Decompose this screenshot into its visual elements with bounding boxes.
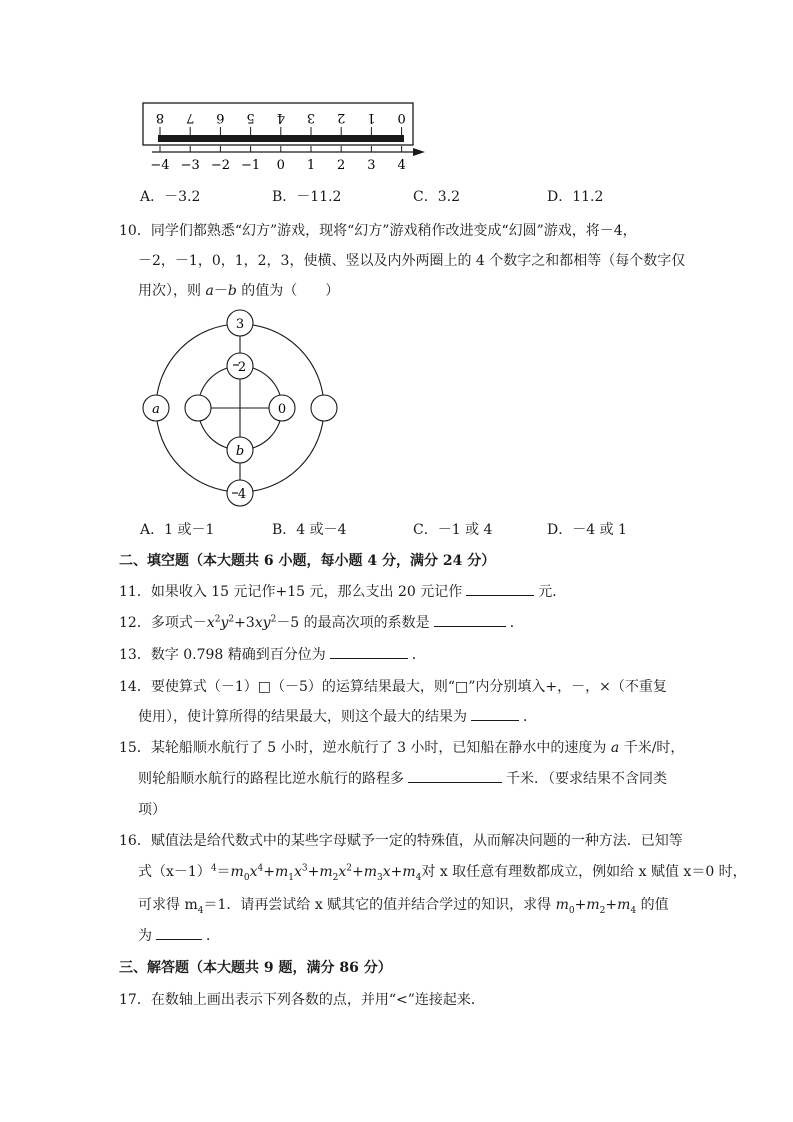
section-3-heading: 三、解答题（本大题共 9 题，满分 86 分） [119, 960, 392, 976]
node-top-outer-label: 3 [235, 317, 245, 332]
node-left-inner [185, 395, 211, 421]
axis-tick-label: −4 [150, 158, 170, 173]
q14-blank[interactable] [471, 706, 519, 721]
ruler-digit: 3 [306, 110, 316, 125]
q13-line: 13．数字 0.798 精确到百分位为 ． [119, 644, 426, 664]
q9-option-c[interactable]: C．3.2 [413, 189, 460, 205]
node-top-inner-label: 2 [237, 360, 247, 375]
q10-line-3: 用次），则 a－b 的值为（ ） [138, 283, 340, 299]
q13-blank[interactable] [330, 644, 408, 659]
axis-tick-label: 4 [397, 158, 406, 173]
ruler-bar [158, 135, 404, 142]
axis-tick-label: −3 [180, 158, 200, 173]
ruler-digit: 5 [246, 110, 255, 125]
q12-line: 12．多项式$-x^2y^2+3xy^2-5$ 的最高次项的系数是 ． [119, 612, 524, 632]
ruler-digit: 7 [186, 110, 195, 125]
q16-line-3: 可求得 $m_4=1$．请再尝试给 x 赋其它的值并结合学过的知识，求得 $m_0+m_2+m_4$ 的值 [138, 897, 669, 916]
q16-line-1: 16．赋值法是给代数式中的某些字母赋予一定的特殊值，从而解决问题的一种方法．已知等 [119, 833, 683, 849]
q11-blank[interactable] [466, 581, 534, 596]
ruler-digit: 6 [216, 110, 225, 125]
node-left-outer-label: a [152, 402, 160, 417]
axis-tick-label: −2 [210, 158, 230, 173]
q15-line-3: 项） [138, 802, 166, 818]
axis-tick-label: 2 [337, 158, 346, 173]
q16-line-2: 式$(x-1)^4=m_0x^4+m_1x^3+m_2x^2+m_3x+m_4$对 x 取任意有理数都成立，例如给 x 赋值 x＝0 时， [138, 863, 747, 883]
q10-option-a[interactable]: A．1 或－1 [140, 522, 215, 538]
ruler-digit: 8 [155, 110, 165, 125]
q15-blank[interactable] [408, 768, 502, 783]
axis-tick-label: −1 [241, 158, 261, 173]
ruler-digit: 1 [367, 110, 376, 125]
q10-option-b[interactable]: B．4 或－4 [272, 522, 347, 538]
node-right-inner-label: 0 [277, 402, 287, 417]
ruler-digit: 0 [397, 110, 406, 125]
axis-tick-label: 3 [367, 158, 376, 173]
q15-line-1: 15．某轮船顺水航行了 5 小时，逆水航行了 3 小时，已知船在静水中的速度为 a 千米/时， [119, 740, 685, 756]
q10-option-d[interactable]: D．－4 或 1 [547, 522, 627, 538]
q9-option-d[interactable]: D．11.2 [547, 189, 604, 205]
ruler-figure [140, 100, 430, 175]
q10-line-1: 10．同学们都熟悉“幻方”游戏，现将“幻方”游戏稍作改进变成“幻圆”游戏，将－4， [119, 223, 637, 239]
number-axis-arrow [413, 148, 425, 156]
q15-line-2: 则轮船顺水航行的路程比逆水航行的路程多 千米．（要求结果不含同类 [138, 768, 667, 788]
q16-line-4: 为 ． [138, 925, 220, 945]
q10-line-2: －2，－1，0，1，2，3，使横、竖以及内外两圈上的 4 个数字之和都相等（每个数字仅 [138, 253, 686, 269]
q12-blank[interactable] [434, 612, 506, 627]
axis-tick-label: 1 [306, 158, 316, 173]
ruler-digit: 4 [276, 110, 285, 125]
q11-line: 11．如果收入 15 元记作+15 元，那么支出 20 元记作 元． [119, 581, 566, 601]
q14-line-2: 使用），使计算所得的结果最大，则这个最大的结果为 ． [138, 706, 537, 726]
magic-circle-figure [138, 305, 348, 510]
section-2-heading: 二、填空题（本大题共 6 小题，每小题 4 分，满分 24 分） [119, 553, 496, 569]
ruler-digit: 2 [337, 110, 346, 125]
q9-option-a[interactable]: A．－3.2 [140, 189, 201, 205]
q10-option-c[interactable]: C．－1 或 4 [413, 522, 493, 538]
axis-tick-label: 0 [276, 158, 285, 173]
q9-option-b[interactable]: B．－11.2 [272, 189, 342, 205]
q16-blank[interactable] [156, 925, 202, 940]
node-right-outer [311, 395, 337, 421]
node-bottom-inner-label: b [235, 444, 245, 459]
q17-line: 17．在数轴上画出表示下列各数的点，并用“<”连接起来． [119, 992, 485, 1008]
node-bottom-outer-label: 4 [237, 487, 247, 502]
q14-line-1: 14．要使算式（－1）□（－5）的运算结果最大，则“□”内分别填入+，－，×（不重复 [119, 679, 667, 695]
